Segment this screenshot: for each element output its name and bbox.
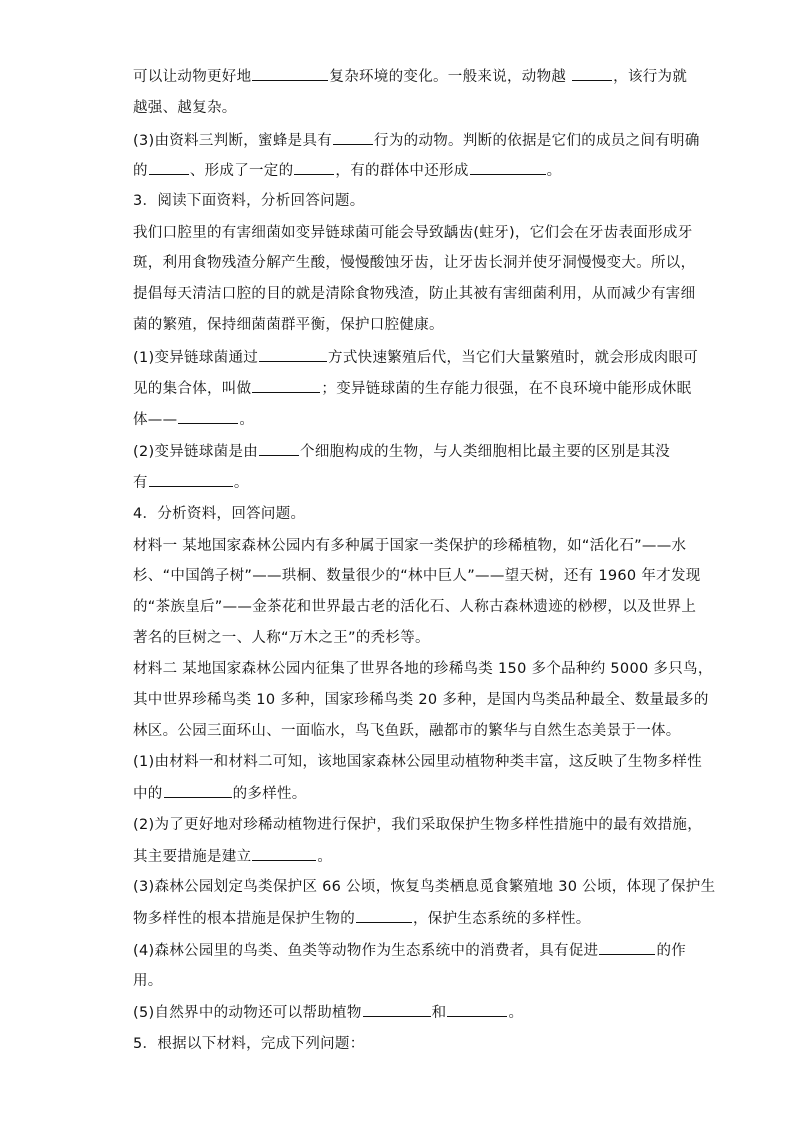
text-line: (3)由资料三判断，蜜蜂是具有 行为的动物。判断的依据是它们的成员之间有明确	[133, 130, 700, 151]
text-line: 材料二 某地国家森林公园内征集了世界各地的珍稀鸟类 150 多个品种约 5000 多只鸟，	[133, 661, 713, 677]
text-line: (2)变异链球菌是由 个细胞构成的生物，与人类细胞相比最主要的区别是其没	[133, 441, 670, 462]
answer-blank[interactable]	[252, 846, 316, 861]
text-line: 林区。公园三面环山、一面临水，鸟飞鱼跃，融都市的繁华与自然生态美景于一体。	[133, 723, 681, 739]
answer-blank[interactable]	[164, 783, 232, 798]
answer-blank[interactable]	[470, 160, 546, 175]
question-heading: 3．阅读下面资料，分析回答问题。	[133, 193, 365, 209]
text-line: 可以让动物更好地 复杂环境的变化。一般来说，动物越 ，该行为就	[133, 66, 687, 87]
text-line: (4)森林公园里的鸟类、鱼类等动物作为生态系统中的消费者，具有促进 的作	[133, 940, 686, 961]
answer-blank[interactable]	[333, 130, 373, 145]
text-line: (2)为了更好地对珍稀动植物进行保护，我们采取保护生物多样性措施中的最有效措施，	[133, 817, 703, 833]
answer-blank[interactable]	[294, 160, 334, 175]
answer-blank[interactable]	[447, 1002, 507, 1017]
text-line: 材料一 某地国家森林公园内有多种属于国家一类保护的珍稀植物，如“活化石”——水	[133, 538, 687, 554]
question-heading: 5．根据以下材料，完成下列问题：	[133, 1036, 365, 1052]
text-line: 的 、形成了一定的 ，有的群体中还形成 。	[133, 160, 561, 181]
text-line: 体—— 。	[133, 409, 254, 430]
text-line: 提倡每天清洁口腔的目的就是清除食物残渣，防止其被有害细菌利用，从而减少有害细	[133, 286, 696, 302]
text-line: (5)自然界中的动物还可以帮助植物 和 。	[133, 1002, 523, 1023]
text-line: 杉、“中国鸽子树”——珙桐、数量很少的“林中巨人”——望天树，还有 1960 年才发现	[133, 568, 701, 584]
answer-blank[interactable]	[149, 160, 189, 175]
text-line: 的“茶族皇后”——金茶花和世界最古老的活化石、人称古森林遗迹的桫椤，以及世界上	[133, 599, 697, 615]
text-line: (1)由材料一和材料二可知，该地国家森林公园里动植物种类丰富，这反映了生物多样性	[133, 754, 703, 770]
text-line: 菌的繁殖，保持细菌菌群平衡，保护口腔健康。	[133, 317, 444, 333]
question-heading: 4．分析资料，回答问题。	[133, 506, 306, 522]
answer-blank[interactable]	[572, 66, 612, 81]
text-line: 见的集合体，叫做 ；变异链球菌的生存能力很强，在不良环境中能形成休眠	[133, 378, 691, 399]
answer-blank[interactable]	[356, 908, 412, 923]
text-line: 其中世界珍稀鸟类 10 多种，国家珍稀鸟类 20 多种，是国内鸟类品种最全、数量最多的	[133, 692, 709, 708]
answer-blank[interactable]	[252, 378, 320, 393]
answer-blank[interactable]	[259, 441, 299, 456]
answer-blank[interactable]	[259, 347, 327, 362]
text-line: 斑，利用食物残渣分解产生酸，慢慢酸蚀牙齿，让牙齿长洞并使牙洞慢慢变大。所以，	[133, 255, 696, 271]
answer-blank[interactable]	[178, 409, 238, 424]
text-line: 有 。	[133, 472, 249, 493]
answer-blank[interactable]	[363, 1002, 431, 1017]
text-line: 中的 的多样性。	[133, 783, 307, 804]
text-line: 著名的巨树之一、人称“万木之王”的秃杉等。	[133, 630, 430, 646]
text-line: 我们口腔里的有害细菌如变异链球菌可能会导致龋齿(蛀牙)，它们会在牙齿表面形成牙	[133, 225, 693, 241]
text-line: (1)变异链球菌通过 方式快速繁殖后代，当它们大量繁殖时，就会形成肉眼可	[133, 347, 698, 368]
text-line: 物多样性的根本措施是保护生物的 ，保护生态系统的多样性。	[133, 908, 591, 929]
text-line: 越强、越复杂。	[133, 100, 237, 116]
answer-blank[interactable]	[149, 472, 233, 487]
answer-blank[interactable]	[599, 940, 655, 955]
answer-blank[interactable]	[252, 66, 328, 81]
text-line: 用。	[133, 973, 163, 989]
text-line: 其主要措施是建立 。	[133, 846, 332, 867]
text-line: (3)森林公园划定鸟类保护区 66 公顷，恢复鸟类栖息觅食繁殖地 30 公顷，体现了保护生	[133, 879, 716, 895]
